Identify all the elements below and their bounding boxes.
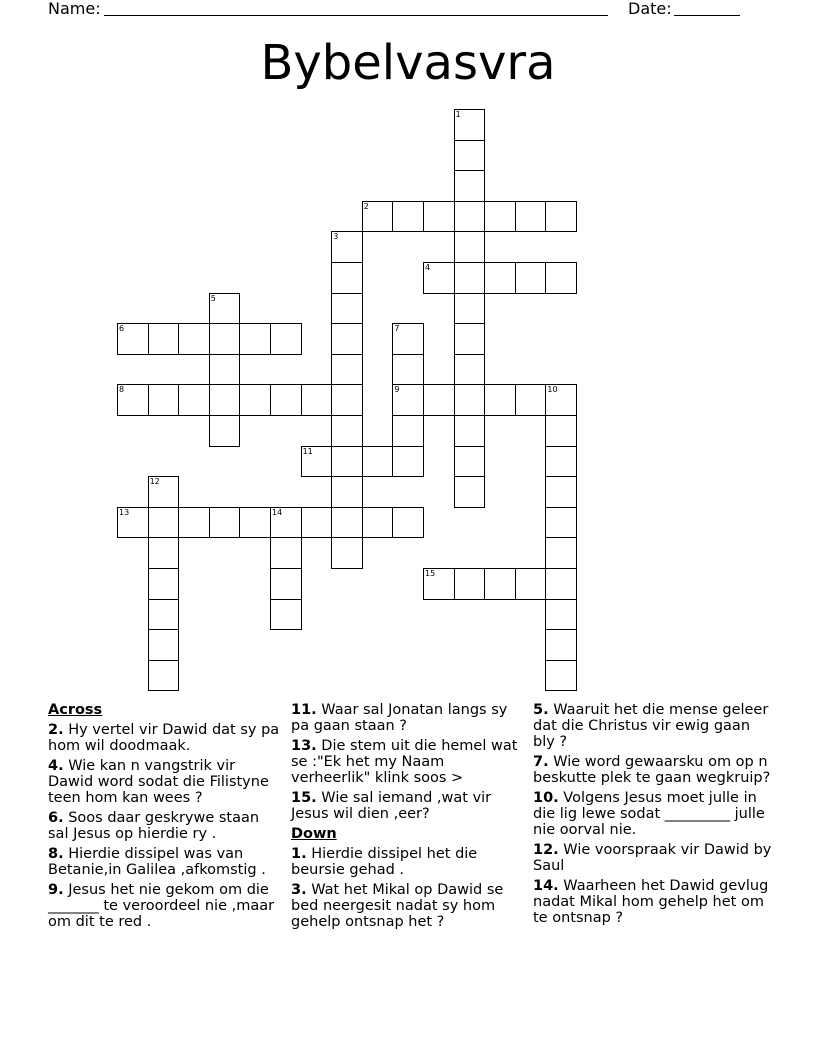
clue-text: Hierdie dissipel het die beursie gehad . — [291, 846, 478, 878]
crossword-cell[interactable] — [148, 476, 180, 508]
crossword-cell[interactable] — [454, 293, 486, 325]
crossword-cell[interactable] — [209, 293, 241, 325]
crossword-cell[interactable] — [331, 415, 363, 447]
crossword-cell[interactable] — [392, 354, 424, 386]
clue-text: Hy vertel vir Dawid dat sy pa hom wil doodmaak. — [48, 722, 280, 754]
crossword-cell[interactable] — [515, 262, 547, 294]
puzzle-title: Bybelvasvra — [260, 35, 556, 91]
crossword-cell[interactable] — [545, 384, 577, 416]
crossword-cell[interactable] — [454, 446, 486, 478]
crossword-cell[interactable] — [392, 446, 424, 478]
clue-text: Waaruit het die mense geleer dat die Christus vir ewig gaan bly ? — [533, 702, 769, 750]
clue-text: Waarheen het Dawid gevlug nadat Mikal hom gehelp het om te ontsnap ? — [533, 878, 769, 926]
clue-across-4 — [48, 758, 280, 806]
clue-number: 13. — [291, 738, 317, 754]
crossword-cell[interactable] — [545, 201, 577, 233]
date-label: Date: — [628, 0, 672, 18]
crossword-cell[interactable] — [392, 384, 424, 416]
crossword-cell[interactable] — [515, 201, 547, 233]
clue-number: 15. — [291, 790, 317, 806]
crossword-cell[interactable] — [423, 201, 455, 233]
clue-number: 7. — [533, 754, 549, 770]
crossword-cell[interactable] — [423, 384, 455, 416]
crossword-cell[interactable] — [331, 293, 363, 325]
clue-text: te veroordeel nie ,maar om dit te red . — [48, 898, 275, 930]
crossword-cell[interactable] — [454, 415, 486, 447]
clue-number: 1. — [291, 846, 307, 862]
crossword-cell[interactable] — [454, 384, 486, 416]
cell-number: 1 — [455, 110, 461, 119]
crossword-cell[interactable] — [209, 507, 241, 539]
crossword-cell[interactable] — [148, 629, 180, 661]
clue-across-13 — [291, 738, 523, 786]
crossword-cell[interactable] — [392, 323, 424, 355]
crossword-cell[interactable] — [515, 384, 547, 416]
clue-number: 6. — [48, 810, 64, 826]
crossword-cell[interactable] — [545, 568, 577, 600]
clue-text: Soos daar geskrywe staan sal Jesus op hierdie ry . — [48, 810, 260, 842]
clue-across-15 — [291, 790, 523, 822]
crossword-cell[interactable] — [331, 446, 363, 478]
crossword-cell[interactable] — [270, 507, 302, 539]
crossword-cell[interactable] — [545, 660, 577, 692]
crossword-cell[interactable] — [178, 323, 210, 355]
cell-number: 2 — [363, 201, 369, 211]
crossword-cell[interactable] — [209, 354, 241, 386]
crossword-cell[interactable] — [331, 537, 363, 569]
crossword-cell[interactable] — [545, 599, 577, 631]
cell-number: 10 — [547, 385, 558, 395]
crossword-cell[interactable] — [148, 507, 180, 539]
crossword-cell[interactable] — [301, 507, 333, 539]
clues-column-3 — [533, 702, 773, 930]
crossword-cell[interactable] — [454, 323, 486, 355]
cell-number: 4 — [425, 263, 431, 272]
crossword-cell[interactable] — [484, 568, 516, 600]
clue-number: 11. — [291, 702, 317, 718]
clue-across-8 — [48, 846, 280, 878]
cell-number: 7 — [394, 324, 400, 334]
clue-text: Hierdie dissipel was van Betanie,in Galilea ,afkomstig . — [48, 846, 266, 878]
clue-text: Die stem uit die hemel wat se :"Ek het my Naam verheerlik" klink soos > — [291, 738, 518, 786]
crossword-cell[interactable] — [331, 354, 363, 386]
clue-down-3 — [291, 882, 523, 930]
crossword-cell[interactable] — [484, 384, 516, 416]
cell-number: 6 — [119, 324, 125, 334]
crossword-cell[interactable] — [545, 446, 577, 478]
clue-down-12 — [533, 842, 773, 874]
crossword-cell[interactable] — [545, 262, 577, 294]
crossword-cell[interactable] — [454, 231, 486, 263]
crossword-cell[interactable] — [484, 262, 516, 294]
clue-down-5 — [533, 702, 773, 750]
clue-number: 12. — [533, 842, 559, 858]
crossword-cell[interactable] — [362, 507, 394, 539]
crossword-cell[interactable] — [392, 201, 424, 233]
crossword-cell[interactable] — [392, 507, 424, 539]
clue-number: 5. — [533, 702, 549, 718]
clue-down-10 — [533, 790, 773, 838]
crossword-cell[interactable] — [454, 568, 486, 600]
crossword-cell[interactable] — [117, 323, 149, 355]
cell-number: 12 — [149, 477, 160, 487]
cell-number: 11 — [302, 446, 313, 456]
crossword-cell[interactable] — [545, 537, 577, 569]
crossword-cell[interactable] — [331, 323, 363, 355]
clue-across-2 — [48, 722, 280, 754]
clue-number: 8. — [48, 846, 64, 862]
name-label: Name: — [48, 0, 101, 18]
crossword-cell[interactable] — [331, 262, 363, 294]
clue-text: Jesus het nie gekom om die — [68, 882, 269, 898]
crossword-cell[interactable] — [148, 323, 180, 355]
clue-number: 14. — [533, 878, 559, 894]
crossword-cell[interactable] — [270, 384, 302, 416]
crossword-cell[interactable] — [209, 323, 241, 355]
cell-number: 9 — [394, 385, 400, 395]
cell-number: 5 — [210, 293, 216, 303]
crossword-cell[interactable] — [209, 415, 241, 447]
crossword-cell[interactable] — [301, 384, 333, 416]
crossword-cell[interactable] — [331, 507, 363, 539]
cell-number: 15 — [425, 569, 436, 578]
clue-number: 3. — [291, 882, 307, 898]
crossword-cell[interactable] — [270, 537, 302, 569]
crossword-cell[interactable] — [270, 323, 302, 355]
clue-number: 4. — [48, 758, 64, 774]
crossword-cell[interactable] — [454, 476, 486, 508]
crossword-cell[interactable] — [454, 170, 486, 202]
down-heading: Down — [291, 826, 337, 842]
crossword-cell[interactable] — [270, 599, 302, 631]
across-heading: Across — [48, 702, 103, 718]
clue-number: 9. — [48, 882, 64, 898]
cell-number: 13 — [119, 507, 130, 517]
clue-text: Wie word gewaarsku om op n beskutte plek te gaan wegkruip? — [533, 754, 771, 786]
crossword-cell[interactable] — [270, 568, 302, 600]
clue-number: 2. — [48, 722, 64, 738]
crossword-cell[interactable] — [331, 384, 363, 416]
crossword-cell[interactable] — [454, 140, 486, 172]
answer-blank: _________ — [664, 806, 731, 822]
crossword-cell[interactable] — [515, 568, 547, 600]
clue-down-14 — [533, 878, 773, 926]
crossword-cell[interactable] — [239, 384, 271, 416]
crossword-cell[interactable] — [454, 201, 486, 233]
crossword-cell[interactable] — [117, 384, 149, 416]
crossword-cell[interactable] — [178, 507, 210, 539]
crossword-cell[interactable] — [545, 507, 577, 539]
cell-number: 3 — [333, 232, 339, 242]
crossword-cell[interactable] — [148, 660, 180, 692]
crossword-cell[interactable] — [362, 446, 394, 478]
clue-text: Wat het Mikal op Dawid se bed neergesit nadat sy hom gehelp ontsnap het ? — [291, 882, 504, 930]
crossword-cell[interactable] — [392, 415, 424, 447]
clue-text: Wie kan n vangstrik vir Dawid word sodat die Filistyne teen hom kan wees ? — [48, 758, 269, 806]
crossword-cell[interactable] — [454, 109, 486, 141]
crossword-cell[interactable] — [239, 323, 271, 355]
crossword-cell[interactable] — [209, 384, 241, 416]
crossword-cell[interactable] — [454, 354, 486, 386]
crossword-cell[interactable] — [362, 201, 394, 233]
crossword-cell[interactable] — [331, 231, 363, 263]
crossword-cell[interactable] — [148, 384, 180, 416]
crossword-cell[interactable] — [545, 415, 577, 447]
crossword-cell[interactable] — [484, 201, 516, 233]
crossword-cell[interactable] — [178, 384, 210, 416]
cell-number: 14 — [272, 507, 283, 517]
crossword-cell[interactable] — [331, 476, 363, 508]
crossword-cell[interactable] — [545, 476, 577, 508]
clue-text: Waar sal Jonatan langs sy pa gaan staan ? — [291, 702, 508, 734]
clue-text: julle nie oorval nie. — [533, 806, 765, 838]
clue-text: Wie sal iemand ,wat vir Jesus wil dien ,eer? — [291, 790, 492, 822]
clue-text: Volgens Jesus moet julle in die lig lewe sodat — [533, 790, 757, 822]
answer-blank: _______ — [48, 898, 99, 914]
clue-number: 10. — [533, 790, 559, 806]
crossword-cell[interactable] — [239, 507, 271, 539]
clue-down-1 — [291, 846, 523, 878]
crossword-cell[interactable] — [423, 568, 455, 600]
cell-number: 8 — [119, 385, 125, 395]
clue-down-7 — [533, 754, 773, 786]
clue-across-11 — [291, 702, 523, 734]
clue-across-9 — [48, 882, 280, 930]
clues-column-2 — [291, 702, 523, 934]
crossword-cell[interactable] — [301, 446, 333, 478]
crossword-cell[interactable] — [148, 537, 180, 569]
clue-text: Wie voorspraak vir Dawid by Saul — [533, 842, 772, 874]
crossword-cell[interactable] — [423, 262, 455, 294]
crossword-cell[interactable] — [545, 629, 577, 661]
clues-column-1 — [48, 702, 280, 934]
crossword-cell[interactable] — [117, 507, 149, 539]
crossword-cell[interactable] — [148, 568, 180, 600]
crossword-cell[interactable] — [148, 599, 180, 631]
crossword-cell[interactable] — [454, 262, 486, 294]
clue-across-6 — [48, 810, 280, 842]
